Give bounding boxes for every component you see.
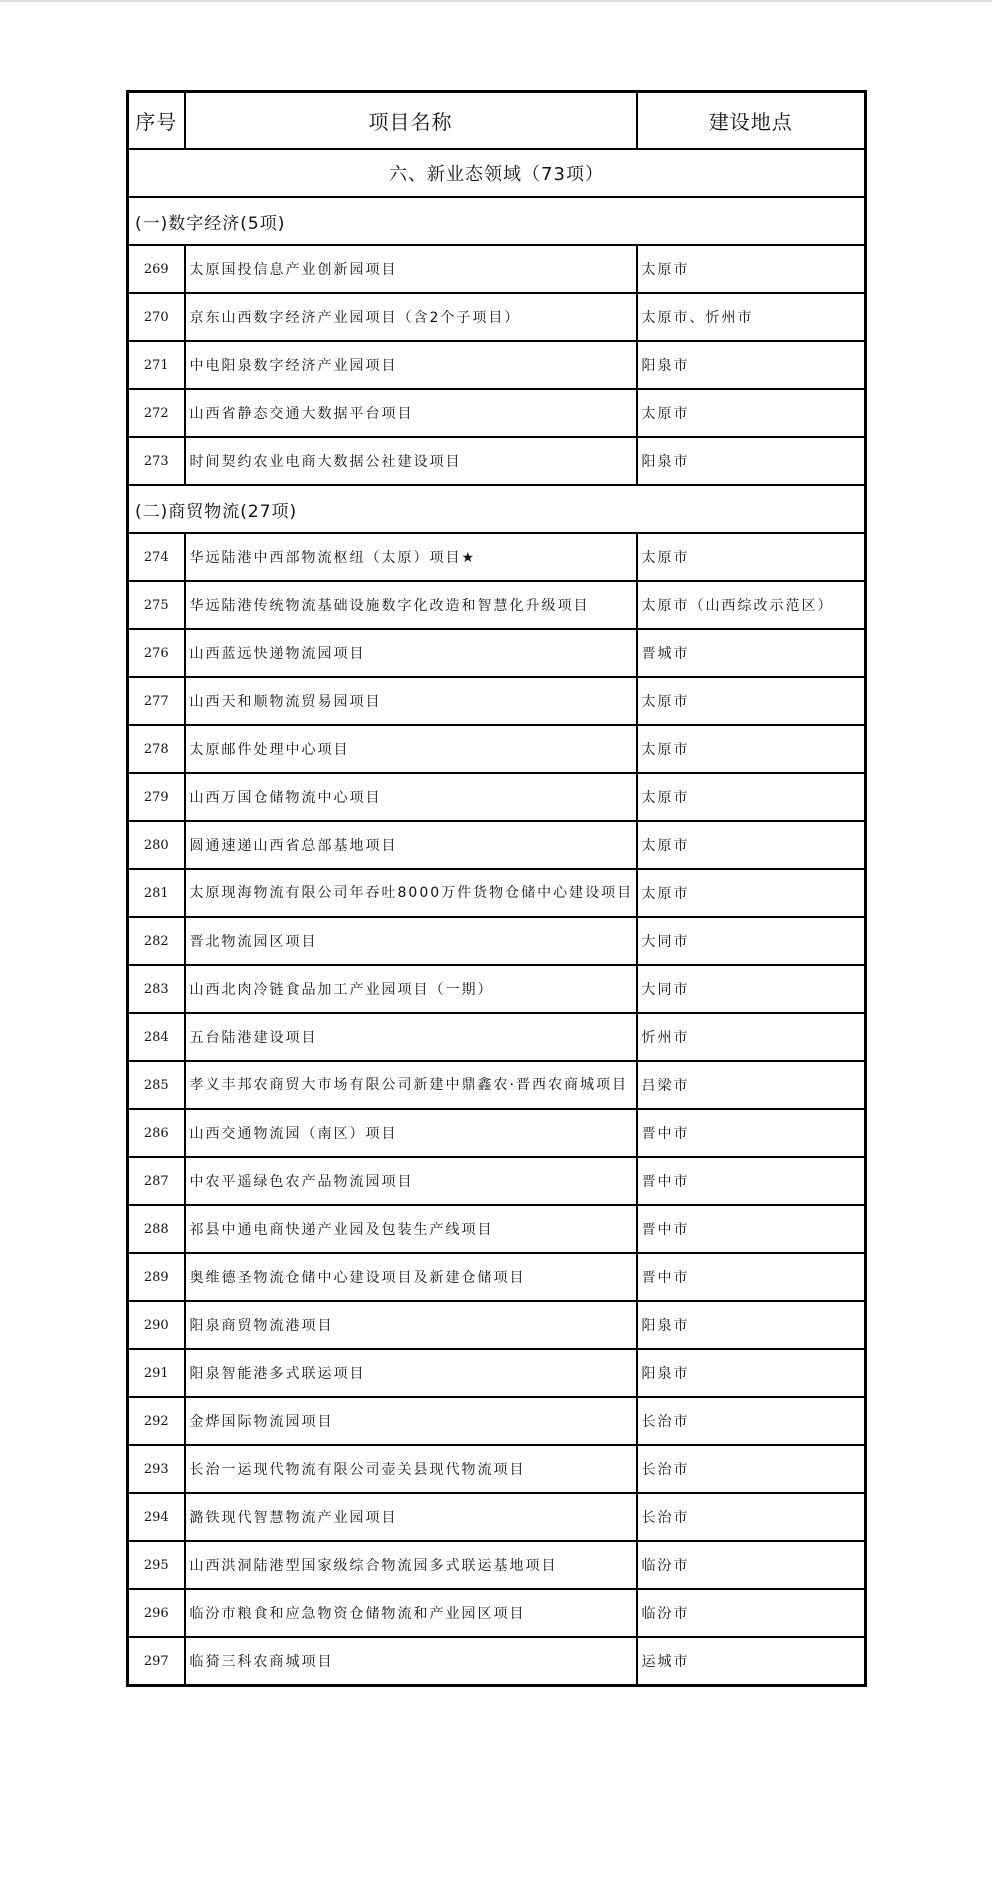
- table-row: [128, 1589, 866, 1637]
- serial-number-cell: 290: [128, 1301, 185, 1349]
- project-name-cell: 京东山西数字经济产业园项目（含2个子项目）: [185, 293, 637, 341]
- location-cell: 阳泉市: [637, 437, 866, 485]
- group-title: (二)商贸物流(27项): [128, 485, 866, 533]
- location-cell: 太原市: [637, 773, 866, 821]
- location-cell: 运城市: [637, 1637, 866, 1686]
- table-row: [128, 1061, 866, 1109]
- table-row: [128, 725, 866, 773]
- location-cell: 晋中市: [637, 1109, 866, 1157]
- table-row: [128, 1301, 866, 1349]
- serial-number-cell: 296: [128, 1589, 185, 1637]
- project-name-cell: 五台陆港建设项目: [185, 1013, 637, 1061]
- project-name-cell: 中电阳泉数字经济产业园项目: [185, 341, 637, 389]
- location-cell: 大同市: [637, 917, 866, 965]
- group-title: (一)数字经济(5项): [128, 197, 866, 245]
- location-cell: 忻州市: [637, 1013, 866, 1061]
- location-cell: 晋中市: [637, 1157, 866, 1205]
- table-row: [128, 965, 866, 1013]
- location-cell: 长治市: [637, 1445, 866, 1493]
- serial-number-cell: 282: [128, 917, 185, 965]
- serial-number-cell: 271: [128, 341, 185, 389]
- location-cell: 太原市（山西综改示范区）: [637, 581, 866, 629]
- table-row: [128, 1397, 866, 1445]
- serial-number-cell: 297: [128, 1637, 185, 1686]
- location-cell: 太原市: [637, 821, 866, 869]
- project-name-cell: 太原国投信息产业创新园项目: [185, 245, 637, 293]
- table-row: [128, 437, 866, 485]
- group-heading-row: [128, 485, 866, 533]
- project-name-cell: 山西天和顺物流贸易园项目: [185, 677, 637, 725]
- location-cell: 晋中市: [637, 1253, 866, 1301]
- table-row: [128, 1349, 866, 1397]
- table-row: [128, 581, 866, 629]
- serial-number-cell: 277: [128, 677, 185, 725]
- project-name-cell: 山西省静态交通大数据平台项目: [185, 389, 637, 437]
- table-header-row: [128, 92, 866, 150]
- serial-number-cell: 287: [128, 1157, 185, 1205]
- project-name-cell: 祁县中通电商快递产业园及包装生产线项目: [185, 1205, 637, 1253]
- project-name-cell: 晋北物流园区项目: [185, 917, 637, 965]
- serial-number-cell: 273: [128, 437, 185, 485]
- location-cell: 晋城市: [637, 629, 866, 677]
- table-row: [128, 245, 866, 293]
- project-table: [126, 90, 867, 1687]
- serial-number-cell: 284: [128, 1013, 185, 1061]
- table-row: [128, 1109, 866, 1157]
- location-cell: 太原市: [637, 725, 866, 773]
- serial-number-cell: 288: [128, 1205, 185, 1253]
- table-row: [128, 821, 866, 869]
- project-name-cell: 阳泉智能港多式联运项目: [185, 1349, 637, 1397]
- serial-number-cell: 270: [128, 293, 185, 341]
- serial-number-cell: 276: [128, 629, 185, 677]
- serial-number-cell: 274: [128, 533, 185, 581]
- project-name-cell: 临猗三科农商城项目: [185, 1637, 637, 1686]
- table-row: [128, 917, 866, 965]
- table-row: [128, 1157, 866, 1205]
- location-cell: 大同市: [637, 965, 866, 1013]
- location-cell: 太原市、忻州市: [637, 293, 866, 341]
- table-row: [128, 773, 866, 821]
- project-name-cell: 山西万国仓储物流中心项目: [185, 773, 637, 821]
- serial-number-cell: 295: [128, 1541, 185, 1589]
- location-cell: 太原市: [637, 245, 866, 293]
- page-top-border: [0, 0, 992, 2]
- serial-number-cell: 285: [128, 1061, 185, 1109]
- serial-number-cell: 275: [128, 581, 185, 629]
- table-row: [128, 533, 866, 581]
- serial-number-cell: 281: [128, 869, 185, 917]
- project-name-cell: 华远陆港中西部物流枢纽（太原）项目★: [185, 533, 637, 581]
- project-name-cell: 山西北肉冷链食品加工产业园项目（一期）: [185, 965, 637, 1013]
- project-name-cell: 山西洪洞陆港型国家级综合物流园多式联运基地项目: [185, 1541, 637, 1589]
- serial-number-cell: 283: [128, 965, 185, 1013]
- location-cell: 吕梁市: [637, 1061, 866, 1109]
- project-name-cell: 山西交通物流园（南区）项目: [185, 1109, 637, 1157]
- header-serial-number: 序号: [128, 92, 185, 150]
- table-row: [128, 389, 866, 437]
- location-cell: 临汾市: [637, 1541, 866, 1589]
- serial-number-cell: 294: [128, 1493, 185, 1541]
- serial-number-cell: 289: [128, 1253, 185, 1301]
- serial-number-cell: 279: [128, 773, 185, 821]
- location-cell: 临汾市: [637, 1589, 866, 1637]
- project-table-body: [128, 92, 866, 1686]
- serial-number-cell: 280: [128, 821, 185, 869]
- table-row: [128, 677, 866, 725]
- project-name-cell: 太原邮件处理中心项目: [185, 725, 637, 773]
- project-name-cell: 山西蓝远快递物流园项目: [185, 629, 637, 677]
- project-name-cell: 孝义丰邦农商贸大市场有限公司新建中鼎鑫农·晋西农商城项目: [185, 1061, 637, 1109]
- location-cell: 太原市: [637, 389, 866, 437]
- serial-number-cell: 286: [128, 1109, 185, 1157]
- project-name-cell: 潞铁现代智慧物流产业园项目: [185, 1493, 637, 1541]
- table-row: [128, 1445, 866, 1493]
- serial-number-cell: 269: [128, 245, 185, 293]
- table-row: [128, 341, 866, 389]
- table-row: [128, 1013, 866, 1061]
- table-row: [128, 1493, 866, 1541]
- location-cell: 晋中市: [637, 1205, 866, 1253]
- location-cell: 太原市: [637, 533, 866, 581]
- location-cell: 长治市: [637, 1397, 866, 1445]
- location-cell: 太原市: [637, 677, 866, 725]
- header-project-name: 项目名称: [185, 92, 637, 150]
- location-cell: 阳泉市: [637, 1349, 866, 1397]
- group-heading-row: [128, 197, 866, 245]
- table-row: [128, 1253, 866, 1301]
- location-cell: 太原市: [637, 869, 866, 917]
- serial-number-cell: 272: [128, 389, 185, 437]
- project-name-cell: 中农平遥绿色农产品物流园项目: [185, 1157, 637, 1205]
- serial-number-cell: 293: [128, 1445, 185, 1493]
- location-cell: 阳泉市: [637, 1301, 866, 1349]
- section-heading-row: [128, 149, 866, 197]
- project-name-cell: 金烨国际物流园项目: [185, 1397, 637, 1445]
- table-row: [128, 1541, 866, 1589]
- serial-number-cell: 292: [128, 1397, 185, 1445]
- table-row: [128, 1205, 866, 1253]
- project-name-cell: 长治一运现代物流有限公司壶关县现代物流项目: [185, 1445, 637, 1493]
- project-name-cell: 太原现海物流有限公司年吞吐8000万件货物仓储中心建设项目: [185, 869, 637, 917]
- serial-number-cell: 278: [128, 725, 185, 773]
- header-construction-location: 建设地点: [637, 92, 866, 150]
- project-name-cell: 奥维德圣物流仓储中心建设项目及新建仓储项目: [185, 1253, 637, 1301]
- location-cell: 长治市: [637, 1493, 866, 1541]
- project-name-cell: 圆通速递山西省总部基地项目: [185, 821, 637, 869]
- location-cell: 阳泉市: [637, 341, 866, 389]
- table-row: [128, 1637, 866, 1686]
- table-row: [128, 869, 866, 917]
- section-title: 六、新业态领域（73项）: [128, 149, 866, 197]
- table-row: [128, 629, 866, 677]
- project-name-cell: 阳泉商贸物流港项目: [185, 1301, 637, 1349]
- project-name-cell: 临汾市粮食和应急物资仓储物流和产业园区项目: [185, 1589, 637, 1637]
- serial-number-cell: 291: [128, 1349, 185, 1397]
- project-name-cell: 时间契约农业电商大数据公社建设项目: [185, 437, 637, 485]
- table-row: [128, 293, 866, 341]
- project-name-cell: 华远陆港传统物流基础设施数字化改造和智慧化升级项目: [185, 581, 637, 629]
